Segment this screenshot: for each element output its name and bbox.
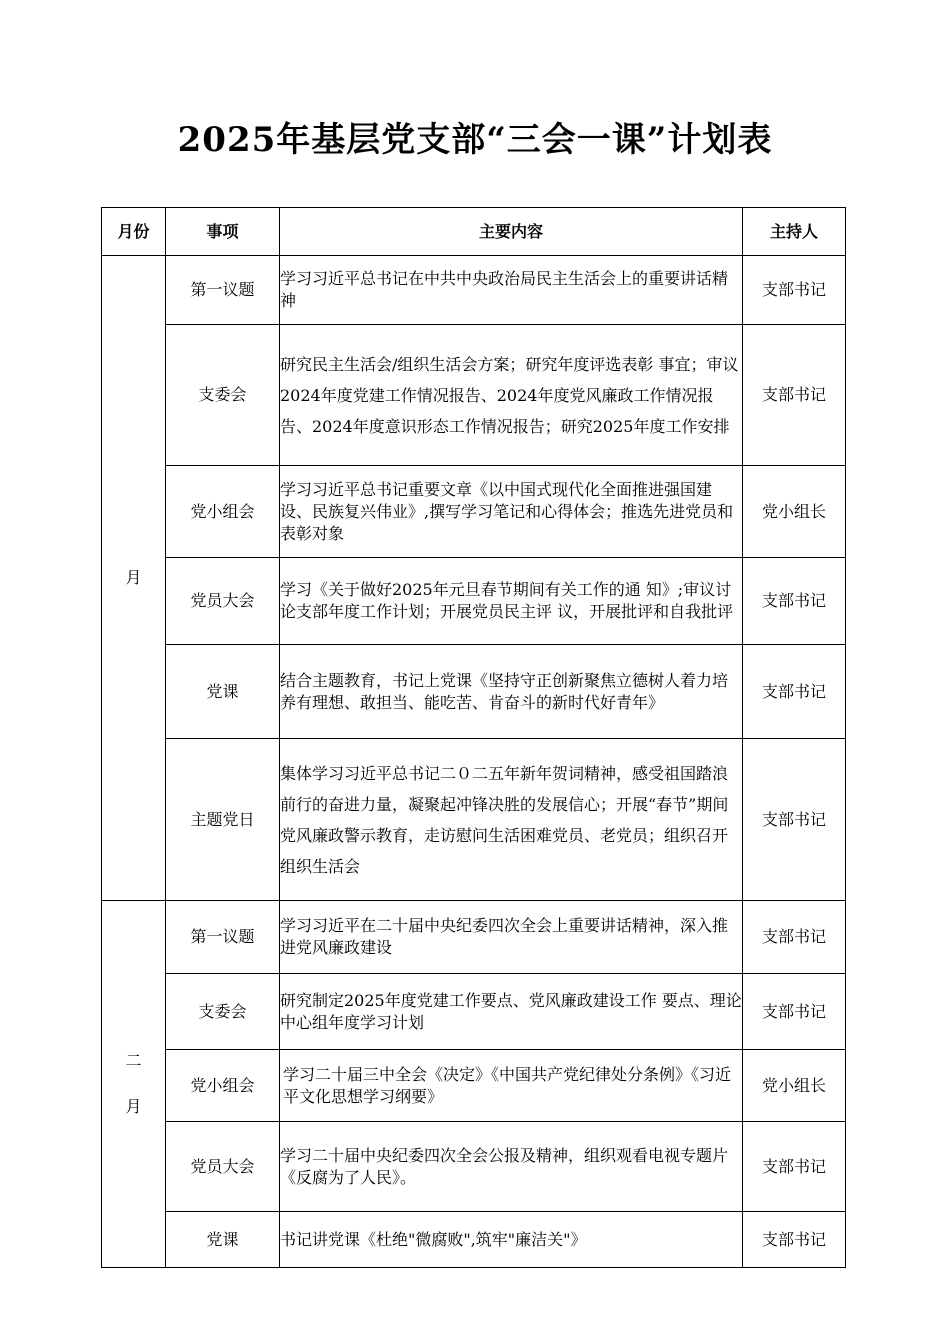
table-row (102, 1050, 846, 1122)
item-cell: 党课 (166, 645, 280, 739)
header-content: 主要内容 (280, 208, 743, 256)
content-cell: 书记讲党课《杜绝"微腐败",筑牢"廉洁关"》 (280, 1212, 743, 1268)
content-cell: 学习习近平总书记重要文章《以中国式现代化全面推进强国建设、民族复兴伟业》,撰写学习笔记和心得体会；推选先进党员和表彰对象 (280, 466, 743, 558)
content-cell: 学习习近平总书记在中共中央政治局民主生活会上的重要讲话精神 (280, 256, 743, 325)
host-cell: 党小组长 (743, 1050, 846, 1122)
month-label: 二月 (125, 1051, 142, 1116)
page-title: 2025年基层党支部“三会一课”计划表 (177, 120, 773, 160)
host-cell: 支部书记 (743, 558, 846, 645)
month-cell: 月 (102, 256, 166, 901)
content-cell: 集体学习习近平总书记二０二五年新年贺词精神，感受祖国踏浪前行的奋进力量，凝聚起冲锋决胜的发展信心；开展“春节”期间党风廉政警示教育，走访慰问生活困难党员、老党员；组织召开组织生活会 (280, 739, 743, 901)
plan-table (101, 207, 846, 1268)
item-cell: 第一议题 (166, 256, 280, 325)
host-cell: 支部书记 (743, 901, 846, 974)
host-cell: 支部书记 (743, 1212, 846, 1268)
header-month: 月份 (102, 208, 166, 256)
content-cell: 学习二十届三中全会《决定》《中国共产党纪律处分条例》《习近平文化思想学习纲要》 (280, 1050, 743, 1122)
host-cell: 支部书记 (743, 739, 846, 901)
item-cell: 党小组会 (166, 466, 280, 558)
month-cell (102, 901, 166, 1268)
table-row (102, 1122, 846, 1212)
host-cell: 支部书记 (743, 1122, 846, 1212)
host-cell: 支部书记 (743, 256, 846, 325)
table-row (102, 645, 846, 739)
content-cell: 学习习近平在二十届中央纪委四次全会上重要讲话精神，深入推进党风廉政建设 (280, 901, 743, 974)
host-cell: 支部书记 (743, 325, 846, 466)
table-row (102, 1212, 846, 1268)
table-header-row (102, 208, 846, 256)
table-row (102, 466, 846, 558)
table-row (102, 901, 846, 974)
table-row (102, 558, 846, 645)
content-cell: 研究民主生活会/组织生活会方案；研究年度评选表彰 事宜；审议2024年度党建工作情况报告、2024年度党风廉政工作情况报告、2024年度意识形态工作情况报告；研究2025年度工作安排 (280, 325, 743, 466)
content-cell: 学习二十届中央纪委四次全会公报及精神，组织观看电视专题片《反腐为了人民》。 (280, 1122, 743, 1212)
host-cell: 支部书记 (743, 645, 846, 739)
item-cell: 支委会 (166, 974, 280, 1050)
content-cell: 学习《关于做好2025年元旦春节期间有关工作的通 知》;审议讨论支部年度工作计划；开展党员民主评 议，开展批评和自我批评 (280, 558, 743, 645)
item-cell: 党员大会 (166, 1122, 280, 1212)
item-cell: 主题党日 (166, 739, 280, 901)
content-cell: 结合主题教育，书记上党课《坚持守正创新聚焦立德树人着力培养有理想、敢担当、能吃苦、肯奋斗的新时代好青年》 (280, 645, 743, 739)
host-cell: 支部书记 (743, 974, 846, 1050)
table-row (102, 739, 846, 901)
table-row (102, 325, 846, 466)
item-cell: 党课 (166, 1212, 280, 1268)
item-cell: 党小组会 (166, 1050, 280, 1122)
header-host: 主持人 (743, 208, 846, 256)
table-row (102, 256, 846, 325)
item-cell: 第一议题 (166, 901, 280, 974)
item-cell: 支委会 (166, 325, 280, 466)
header-item: 事项 (166, 208, 280, 256)
item-cell: 党员大会 (166, 558, 280, 645)
host-cell: 党小组长 (743, 466, 846, 558)
content-cell: 研究制定2025年度党建工作要点、党风廉政建设工作 要点、理论中心组年度学习计划 (280, 974, 743, 1050)
table-row (102, 974, 846, 1050)
